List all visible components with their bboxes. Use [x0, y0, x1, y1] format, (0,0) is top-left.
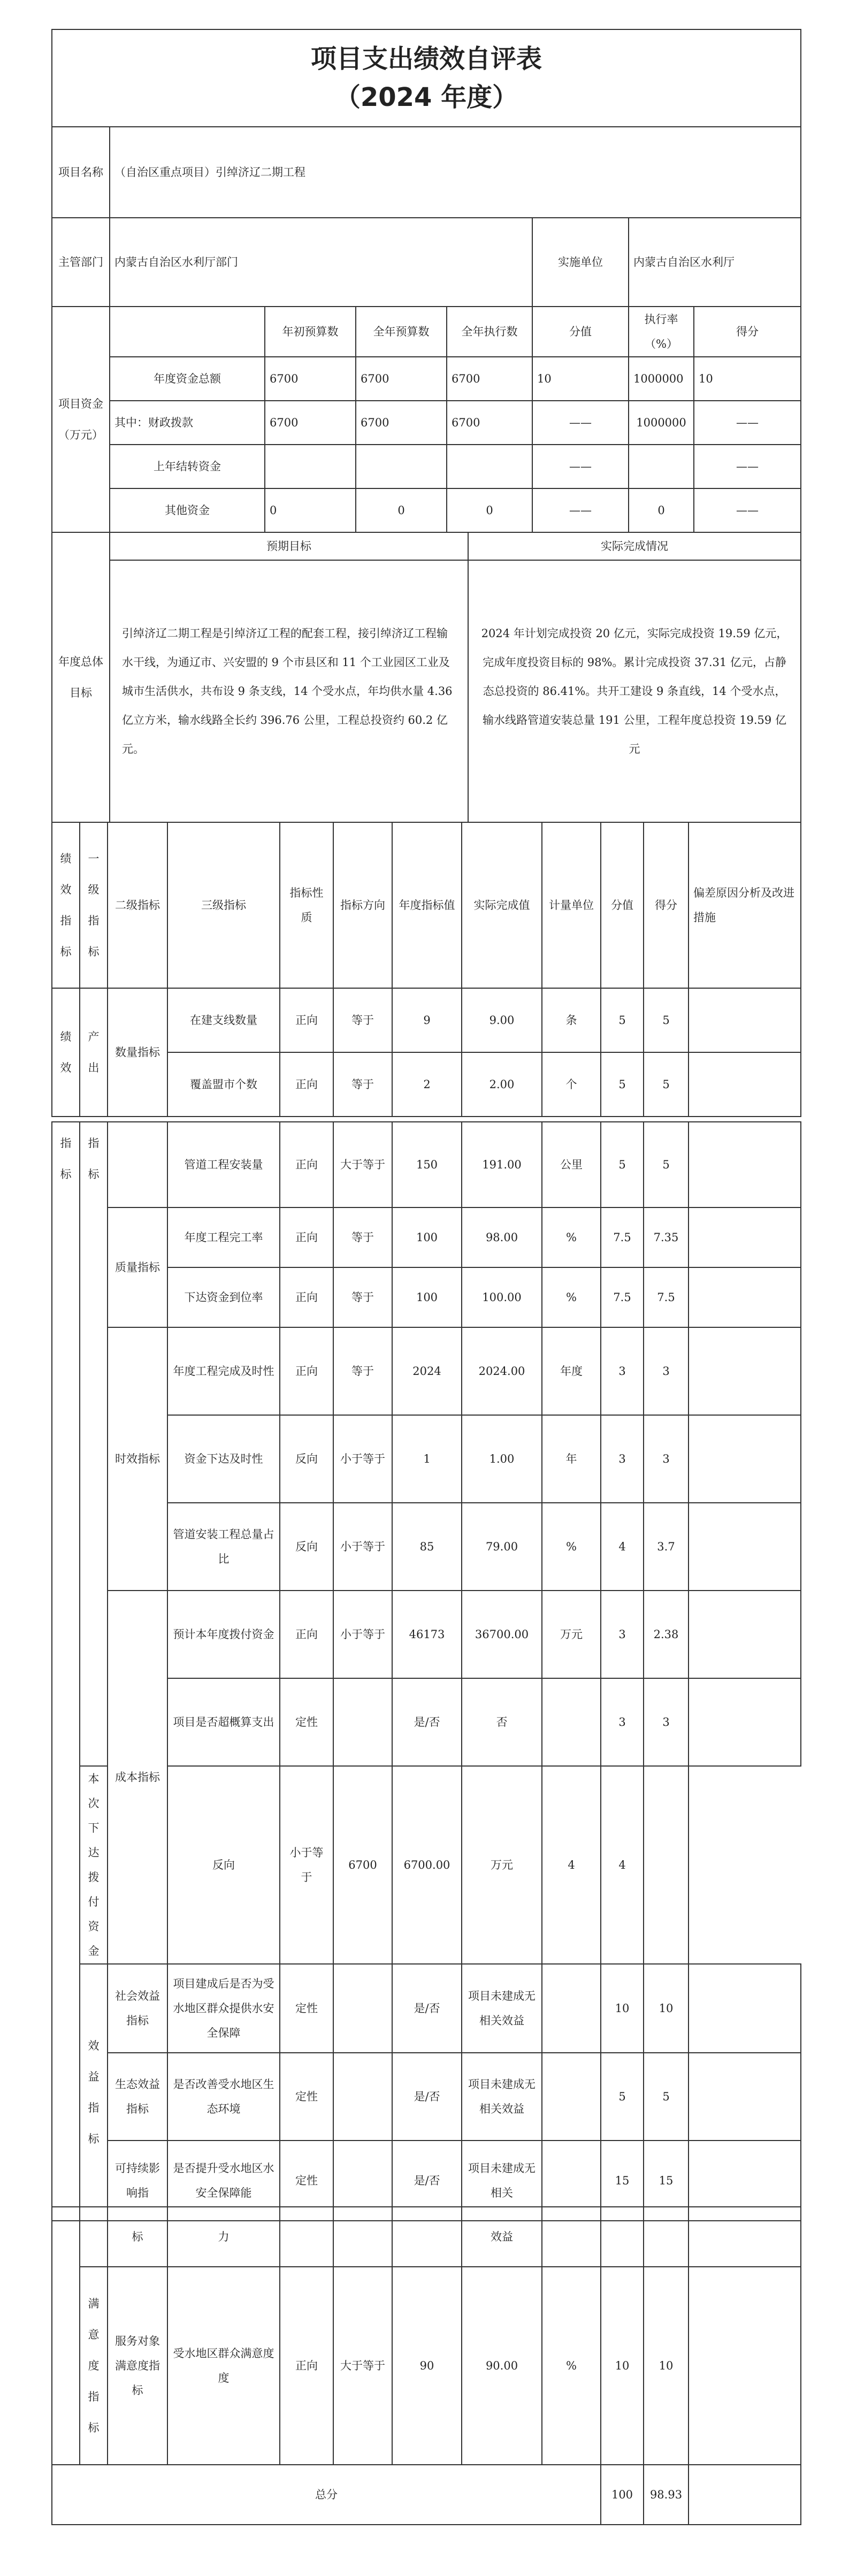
indicator-cell: 是/否 — [392, 1678, 462, 1766]
cont-level2: 标 — [108, 2207, 167, 2267]
funds-header: 全年预算数 — [356, 307, 447, 357]
indicator-cell: 7.35 — [644, 1207, 689, 1267]
indicator-cell — [542, 1964, 601, 2053]
indicator-cell — [689, 1207, 801, 1267]
expected-goal-text: 引绰济辽二期工程是引绰济辽工程的配套工程，接引绰济辽工程输水干线，为通辽市、兴安盟的 9 个市县区和 11 个工业园区工业及城市生活供水，共布设 9 条支线，14 个受水点，年均供水量 4.36 亿立方米，输水线路全长约 396.76 公里，工程总投资约 60.2 亿元。 — [110, 560, 468, 822]
indicator-cell — [689, 1678, 801, 1766]
project-name-value: （自治区重点项目）引绰济辽二期工程 — [110, 127, 801, 218]
indicator-cell: 10 — [644, 1964, 689, 2053]
level3-cell: 预计本年度拨付资金 — [167, 1591, 280, 1678]
level3-cell: 是否改善受水地区生态环境 — [167, 2053, 280, 2141]
indicator-cell — [644, 1766, 689, 1964]
indicator-cell — [333, 1964, 392, 2053]
title-cell — [52, 29, 801, 127]
funds-cell: —— — [532, 445, 629, 488]
funds-cell: 1000000 — [629, 357, 694, 401]
indicator-cell: 7.5 — [644, 1267, 689, 1327]
funds-cell — [629, 445, 694, 488]
project-name-label: 项目名称 — [52, 127, 110, 218]
indicator-cell: 10 — [644, 2267, 689, 2465]
dept-label: 主管部门 — [52, 218, 110, 307]
funds-header: 全年执行数 — [447, 307, 532, 357]
funds-cell: —— — [694, 401, 801, 445]
report-year: （2024 年度） — [334, 82, 518, 112]
indicator-cell: 3.7 — [644, 1503, 689, 1591]
funds-cell: 6700 — [447, 401, 532, 445]
cont-empty — [644, 2207, 689, 2267]
indicator-cell: 是/否 — [392, 2053, 462, 2141]
expected-goal-header: 预期目标 — [110, 532, 468, 560]
indicator-cell: 5 — [601, 1122, 644, 1207]
indicator-cell: 等于 — [333, 1207, 392, 1267]
indicator-cell — [689, 1052, 801, 1117]
page-2 — [51, 1121, 801, 2221]
level3-cell: 覆盖盟市个数 — [167, 1052, 280, 1117]
cont-empty — [542, 2207, 601, 2267]
indicator-table-3 — [51, 2206, 801, 2525]
indicator-cell: 150 — [392, 1122, 462, 1207]
indicator-cell: 2024 — [392, 1327, 462, 1415]
indicator-cont-cell: 指标 — [52, 1122, 80, 2221]
funds-header: 得分 — [694, 307, 801, 357]
indicator-cell: 等于 — [333, 1327, 392, 1415]
indicator-cell: 4 — [601, 1766, 644, 1964]
indicator-cell: 3 — [601, 1678, 644, 1766]
indicator-cell: 反向 — [280, 1503, 333, 1591]
impl-unit-label: 实施单位 — [532, 218, 629, 307]
total-empty — [689, 2465, 801, 2525]
indicator-cell: 3 — [644, 1415, 689, 1503]
indicator-cell: 5 — [601, 2053, 644, 2141]
indicator-cell: 3 — [644, 1327, 689, 1415]
indicator-cell: 3 — [644, 1678, 689, 1766]
indicator-cell: % — [542, 1207, 601, 1267]
indicator-cell: 3 — [601, 1591, 644, 1678]
indicator-cell: 100 — [392, 1267, 462, 1327]
indicator-cell: 否 — [462, 1678, 542, 1766]
level3-cell: 项目建成后是否为受水地区群众提供水安全保障 — [167, 1964, 280, 2053]
level3-cell: 年度工程完工率 — [167, 1207, 280, 1267]
cont-level3: 力 — [167, 2207, 280, 2267]
hdr-level1: 一级指标 — [80, 822, 108, 988]
funds-cell: 0 — [265, 488, 356, 532]
indicator-cell: 正向 — [280, 1327, 333, 1415]
page-1 — [51, 29, 801, 1117]
indicator-cell: 正向 — [280, 1267, 333, 1327]
level3-cell: 资金下达及时性 — [167, 1415, 280, 1503]
indicator-cell: 条 — [542, 988, 601, 1052]
indicator-cell: 5 — [601, 988, 644, 1052]
indicator-cell: 等于 — [333, 1267, 392, 1327]
funds-cell: 6700 — [356, 401, 447, 445]
impl-unit-value: 内蒙古自治区水利厅 — [629, 218, 801, 307]
hdr-weight: 分值 — [601, 822, 644, 988]
indicator-cell: 项目未建成无相关 — [462, 2141, 542, 2221]
indicator-cell: 定性 — [280, 1678, 333, 1766]
funds-cell — [356, 445, 447, 488]
funds-cell: —— — [694, 488, 801, 532]
indicator-cell: 2.38 — [644, 1591, 689, 1678]
level3-cell: 本次下达拨付资金 — [80, 1766, 108, 1964]
indicator-cell: 正向 — [280, 1052, 333, 1117]
funds-row-name: 其中：财政拨款 — [110, 401, 265, 445]
funds-cell: 6700 — [356, 357, 447, 401]
quality-indicator: 质量指标 — [108, 1207, 167, 1327]
indicator-cell: 小于等于 — [333, 1415, 392, 1503]
indicator-cell: 9.00 — [462, 988, 542, 1052]
indicator-cell: 正向 — [280, 1591, 333, 1678]
cont-empty — [280, 2207, 333, 2267]
hdr-level3: 三级指标 — [167, 822, 280, 988]
indicator-cell: 6700.00 — [392, 1766, 462, 1964]
indicator-cell: 2024.00 — [462, 1327, 542, 1415]
hdr-nature: 指标性质 — [280, 822, 333, 988]
funds-cell: 6700 — [265, 401, 356, 445]
indicator-cell — [689, 988, 801, 1052]
cont-empty — [392, 2207, 462, 2267]
cont-empty — [80, 2207, 108, 2267]
funds-corner — [110, 307, 265, 357]
indicator-cell — [689, 2053, 801, 2141]
actual-result-header: 实际完成情况 — [468, 532, 801, 560]
indicator-cell — [689, 1415, 801, 1503]
funds-cell: —— — [694, 445, 801, 488]
funds-cell — [447, 445, 532, 488]
indicator-cell: 5 — [644, 2053, 689, 2141]
indicator-cell: 9 — [392, 988, 462, 1052]
indicator-cell: 是/否 — [392, 2141, 462, 2221]
funds-cell — [265, 445, 356, 488]
hdr-level2: 二级指标 — [108, 822, 167, 988]
indicator-cell: 2 — [392, 1052, 462, 1117]
hdr-perf: 绩效指标 — [52, 822, 80, 988]
level3-cell: 在建支线数量 — [167, 988, 280, 1052]
hdr-target: 年度指标值 — [392, 822, 462, 988]
funds-header: 分值 — [532, 307, 629, 357]
eco-benefit-indicator: 生态效益指标 — [108, 2053, 167, 2141]
hdr-unit: 计量单位 — [542, 822, 601, 988]
indicator-cell — [689, 1964, 801, 2053]
indicator-cell — [689, 1327, 801, 1415]
indicator-cell: 5 — [644, 1122, 689, 1207]
cost-indicator: 成本指标 — [108, 1591, 167, 1964]
indicator-cell — [333, 1678, 392, 1766]
level3-cell: 是否提升受水地区水安全保障能 — [167, 2141, 280, 2221]
level3-cell: 下达资金到位率 — [167, 1267, 280, 1327]
cont-empty — [333, 2207, 392, 2267]
cont-empty — [689, 2207, 801, 2267]
indicator-cell: 7.5 — [601, 1207, 644, 1267]
funds-header: 年初预算数 — [265, 307, 356, 357]
funds-cell: 0 — [356, 488, 447, 532]
funds-cell: —— — [532, 401, 629, 445]
output-cell: 产出 — [80, 988, 108, 1117]
service-satisfaction-indicator: 服务对象满意度指标 — [108, 2267, 167, 2465]
funds-cell: 0 — [629, 488, 694, 532]
indicator-cell: 公里 — [542, 1122, 601, 1207]
indicator-cell: 1 — [392, 1415, 462, 1503]
indicator-cell: 等于 — [333, 1052, 392, 1117]
hdr-score: 得分 — [644, 822, 689, 988]
indicator-table-2 — [51, 1121, 801, 2221]
indicator-cell: 85 — [392, 1503, 462, 1591]
indicator-cell: 正向 — [280, 2267, 333, 2465]
total-weight: 100 — [601, 2465, 644, 2525]
indicator-cell: 36700.00 — [462, 1591, 542, 1678]
funds-cell: —— — [532, 488, 629, 532]
indicator-cell — [542, 1678, 601, 1766]
indicator-cell: 小于等于 — [333, 1591, 392, 1678]
indicator-cell — [689, 2267, 801, 2465]
indicator-cell: 100.00 — [462, 1267, 542, 1327]
indicator-cell: 定性 — [280, 2141, 333, 2221]
funds-header: 执行率（%） — [629, 307, 694, 357]
indicator-cell: 年度 — [542, 1327, 601, 1415]
funds-cell: 6700 — [265, 357, 356, 401]
dept-value: 内蒙古自治区水利厅部门 — [110, 218, 532, 307]
indicator-cell: 98.00 — [462, 1207, 542, 1267]
indicator-cell: 191.00 — [462, 1122, 542, 1207]
cont-empty — [52, 2207, 80, 2465]
indicator-cell: 个 — [542, 1052, 601, 1117]
indicator-cell: 3 — [601, 1415, 644, 1503]
funds-cell: 10 — [694, 357, 801, 401]
indicator-cell: 定性 — [280, 2053, 333, 2141]
indicator-cell — [333, 2053, 392, 2141]
funds-row-name: 其他资金 — [110, 488, 265, 532]
indicator-cell: 90.00 — [462, 2267, 542, 2465]
indicator-cell: 4 — [542, 1766, 601, 1964]
indicator-cell: 反向 — [167, 1766, 280, 1964]
indicator-cell: 90 — [392, 2267, 462, 2465]
indicator-cell: 15 — [644, 2141, 689, 2221]
indicator-cell: 10 — [601, 1964, 644, 2053]
indicator-cell: 79.00 — [462, 1503, 542, 1591]
hdr-direction: 指标方向 — [333, 822, 392, 988]
report-title: 项目支出绩效自评表 — [311, 44, 542, 74]
indicator-cell: % — [542, 2267, 601, 2465]
indicator-cell: 5 — [601, 1052, 644, 1117]
indicator-cell: 项目未建成无相关效益 — [462, 1964, 542, 2053]
hdr-actual: 实际完成值 — [462, 822, 542, 988]
indicator-cell: 7.5 — [601, 1267, 644, 1327]
satisfaction-indicator: 满意度指标 — [80, 2267, 108, 2465]
indicator-cell: 5 — [644, 1052, 689, 1117]
funds-label: 项目资金（万元） — [52, 307, 110, 532]
indicator-cell — [689, 1122, 801, 1207]
summary-table — [51, 29, 801, 533]
indicator-cell: 小于等于 — [280, 1766, 333, 1964]
indicator-cell: 项目未建成无相关效益 — [462, 2053, 542, 2141]
cont-actual: 效益 — [462, 2207, 542, 2267]
perf-cell: 绩效 — [52, 988, 80, 1117]
indicator-cell: 等于 — [333, 988, 392, 1052]
funds-row-name: 上年结转资金 — [110, 445, 265, 488]
indicator-cell: 正向 — [280, 1122, 333, 1207]
funds-cell: 1000000 — [629, 401, 694, 445]
level3-cell: 受水地区群众满意度度 — [167, 2267, 280, 2465]
funds-row-name: 年度资金总额 — [110, 357, 265, 401]
indicator-cell: 5 — [644, 988, 689, 1052]
indicator-cell — [689, 1591, 801, 1678]
indicator-cell: 46173 — [392, 1591, 462, 1678]
funds-cell: 10 — [532, 357, 629, 401]
quantity-indicator: 数量指标 — [108, 988, 167, 1117]
page-3 — [51, 2206, 801, 2525]
total-label: 总分 — [52, 2465, 601, 2525]
indicator-cell: 大于等于 — [333, 1122, 392, 1207]
indicator-cell: 正向 — [280, 1207, 333, 1267]
level3-cell: 管道工程安装量 — [167, 1122, 280, 1207]
indicator-cell: 2.00 — [462, 1052, 542, 1117]
indicator-cell: 3 — [601, 1327, 644, 1415]
actual-result-text: 2024 年计划完成投资 20 亿元，实际完成投资 19.59 亿元，完成年度投资目标的 98%。累计完成投资 37.31 亿元，占静态总投资的 86.41%。共开工建设 9 条直线，14 个受水点，输水线路管道安装总量 191 公里，工程年度总投资 19.59 亿元 — [468, 560, 801, 822]
empty-level2 — [108, 1122, 167, 1207]
indicator-cell: 100 — [392, 1207, 462, 1267]
level3-cell: 管道安装工程总量占比 — [167, 1503, 280, 1591]
sustain-indicator: 可持续影响指 — [108, 2141, 167, 2221]
indicator-cell: 正向 — [280, 988, 333, 1052]
indicator-cell: 是/否 — [392, 1964, 462, 2053]
indicator-cell — [689, 1503, 801, 1591]
benefit-indicator: 效益指标 — [80, 1964, 108, 2221]
level3-cell: 年度工程完成及时性 — [167, 1327, 280, 1415]
indicator-cell: 小于等于 — [333, 1503, 392, 1591]
indicator-cell: 定性 — [280, 1964, 333, 2053]
social-benefit-indicator: 社会效益指标 — [108, 1964, 167, 2053]
cont-empty — [601, 2207, 644, 2267]
indicator-cell: 万元 — [462, 1766, 542, 1964]
indicator-cell: % — [542, 1503, 601, 1591]
level3-cell: 项目是否超概算支出 — [167, 1678, 280, 1766]
hdr-deviation: 偏差原因分析及改进措施 — [689, 822, 801, 988]
indicator-table-1 — [51, 822, 801, 1117]
indicator-cell: % — [542, 1267, 601, 1327]
indicator-cont-cell: 指标 — [80, 1122, 108, 1766]
funds-cell: 0 — [447, 488, 532, 532]
indicator-cell: 15 — [601, 2141, 644, 2221]
indicator-cell: 4 — [601, 1503, 644, 1591]
funds-cell: 6700 — [447, 357, 532, 401]
goal-table — [51, 532, 801, 823]
indicator-cell: 年 — [542, 1415, 601, 1503]
indicator-cell: 6700 — [333, 1766, 392, 1964]
indicator-cell: 反向 — [280, 1415, 333, 1503]
indicator-cell: 大于等于 — [333, 2267, 392, 2465]
total-score: 98.93 — [644, 2465, 689, 2525]
time-indicator: 时效指标 — [108, 1327, 167, 1591]
indicator-cell: 1.00 — [462, 1415, 542, 1503]
indicator-cell — [542, 2053, 601, 2141]
indicator-cell: 万元 — [542, 1591, 601, 1678]
indicator-cell — [689, 1267, 801, 1327]
indicator-cell: 10 — [601, 2267, 644, 2465]
goal-label: 年度总体目标 — [52, 532, 110, 822]
